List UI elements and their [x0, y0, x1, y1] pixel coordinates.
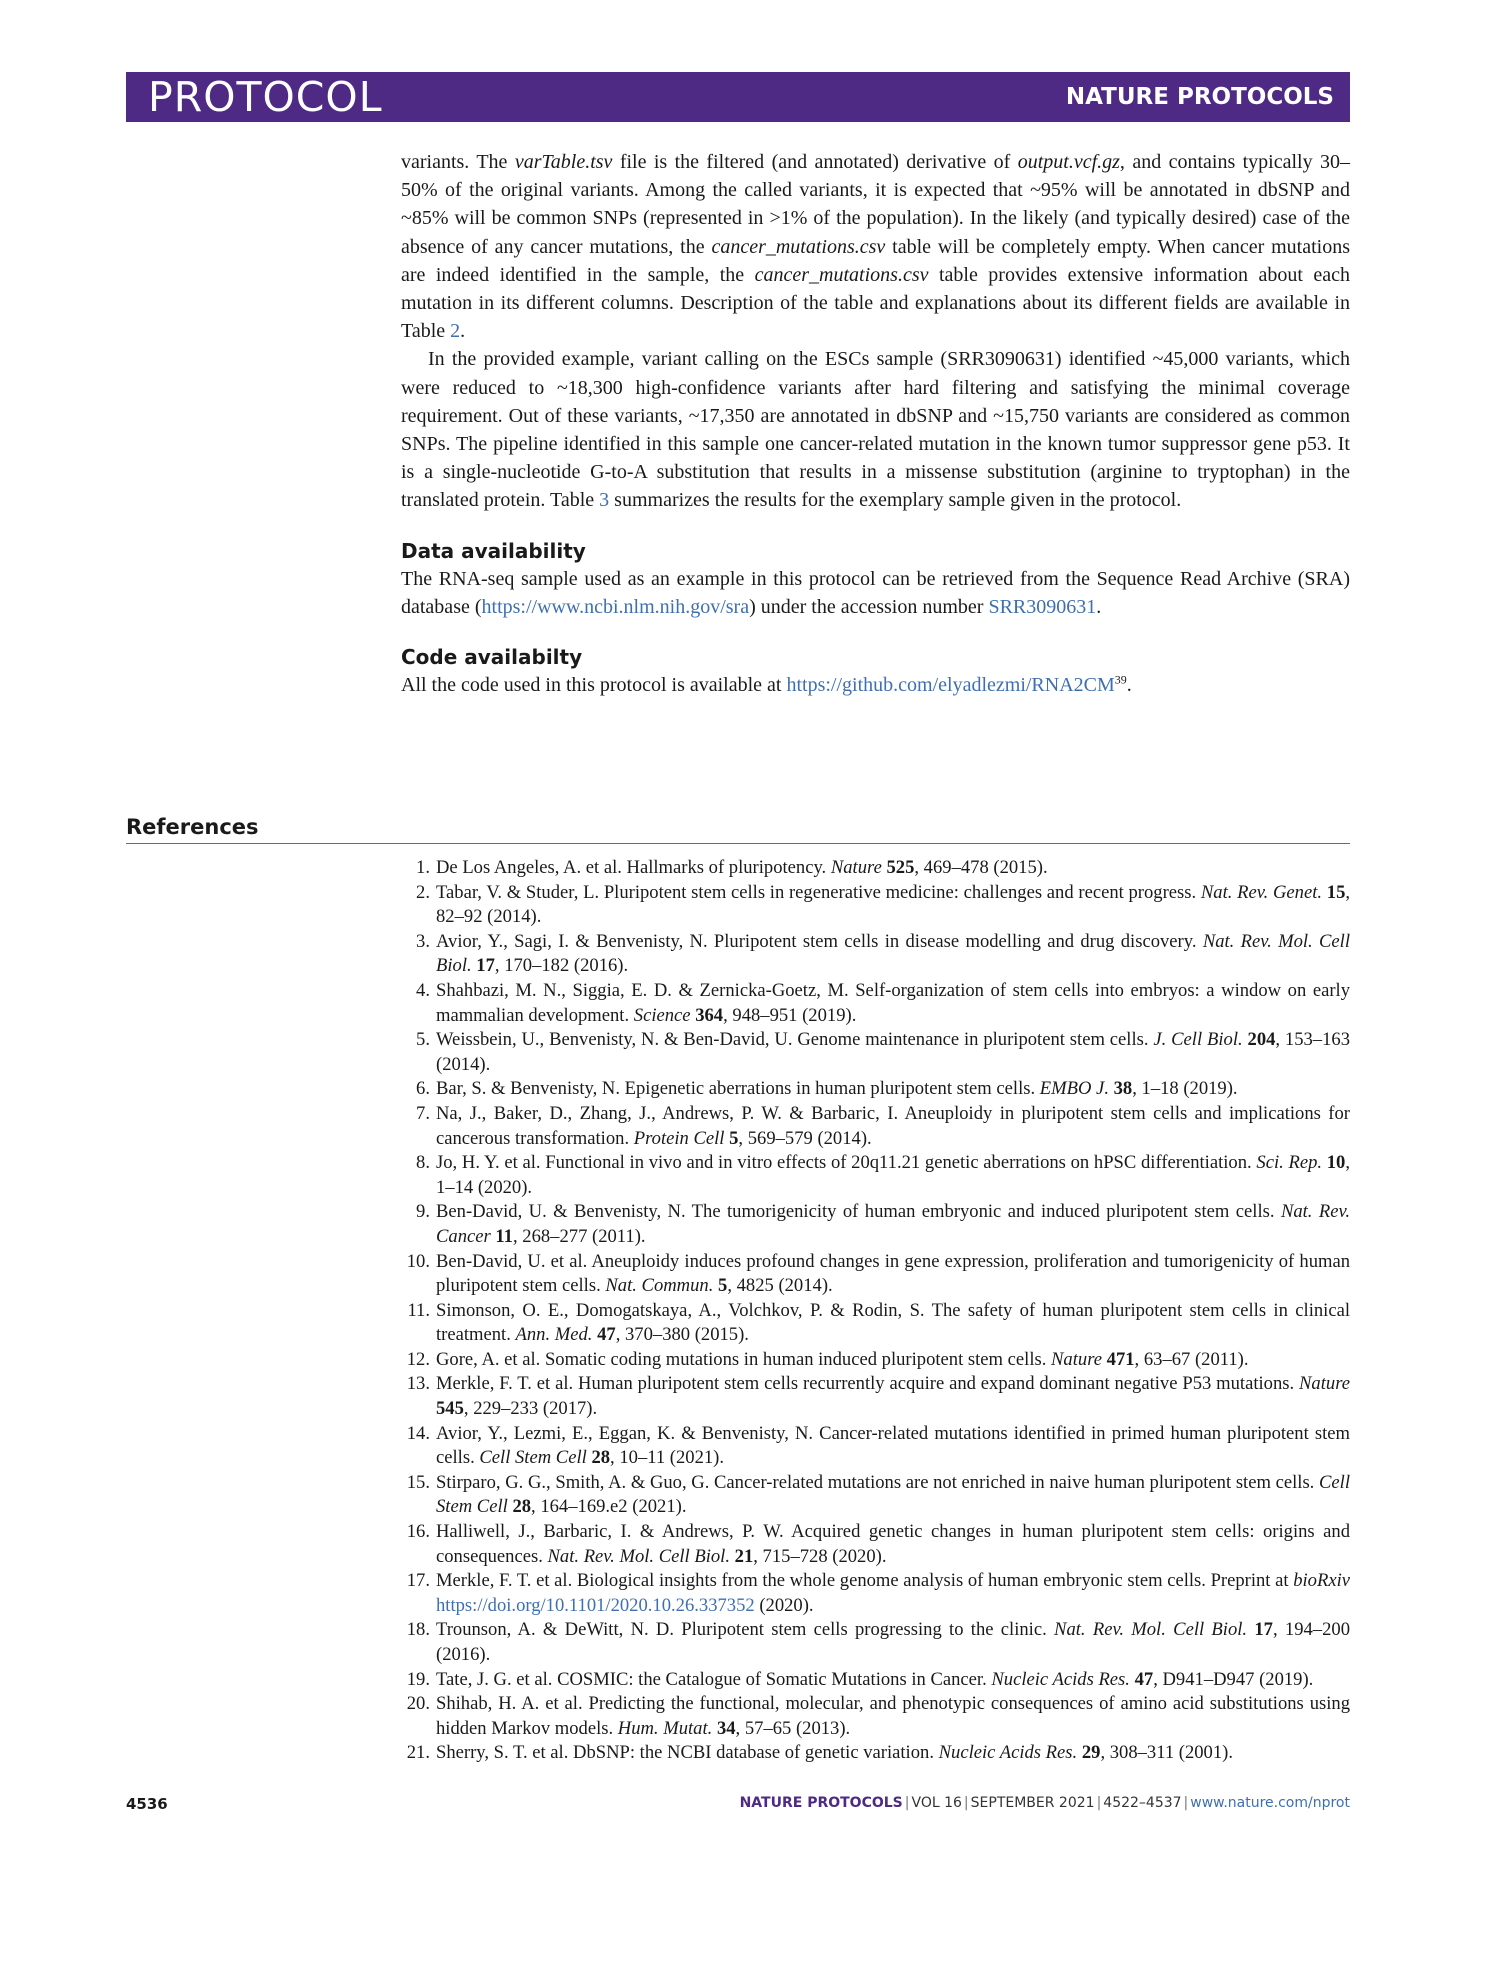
reference-item: 21. Sherry, S. T. et al. DbSNP: the NCBI database of genetic variation. Nucleic Acids Res. 29, 308–311 (2001). — [406, 1742, 1233, 1764]
reference-item: 1. De Los Angeles, A. et al. Hallmarks of pluripotency. Nature 525, 469–478 (2015). — [416, 857, 1048, 878]
footer-journal: NATURE PROTOCOLS — [739, 1795, 903, 1811]
code-availability-heading: Code availabilty — [401, 645, 583, 670]
paragraph-2: In the provided example, variant calling on the ESCs sample (SRR3090631) identified ~45,000 variants, which were reduced to ~18,300 high-confidence variants after hard filtering and satisfying the minimal coverage requirement. Out of these variants, ~17,350 are annotated in dbSNP and ~15,750 variants are considered as common SNPs. The pipeline identified in this sample one cancer-related mutation in the known tumor suppressor gene p53. It is a single-nucleotide G-to-A substitution that results in a missense substitution (arginine to tryptophan) in the translated protein. Table 3 summarizes the results for the exemplary sample given in the protocol. — [401, 348, 1350, 512]
reference-item: 18. Trounson, A. & DeWitt, N. D. Pluripotent stem cells progressing to the clinic. Nat. Rev. Mol. Cell Biol. 17, 194–200 (2016). — [406, 1619, 1350, 1665]
table-3-link[interactable]: 3 — [599, 489, 610, 512]
references-divider — [126, 843, 1350, 844]
sra-link[interactable]: https://www.ncbi.nlm.nih.gov/sra — [481, 595, 750, 618]
reference-item: 2. Tabar, V. & Studer, L. Pluripotent stem cells in regenerative medicine: challenges and recent progress. Nat. Rev. Genet. 15, 82–92 (2014). — [416, 881, 1351, 928]
reference-item: 5. Weissbein, U., Benvenisty, N. & Ben-David, U. Genome maintenance in pluripotent stem cells. J. Cell Biol. 204, 153–163 (2014). — [416, 1029, 1350, 1075]
doi-link[interactable]: https://doi.org/10.1101/2020.10.26.337352 — [436, 1594, 755, 1616]
table-2-link[interactable]: 2 — [450, 320, 461, 343]
main-text — [401, 148, 1350, 699]
accession-link[interactable]: SRR3090631 — [988, 595, 1097, 618]
footer-date: SEPTEMBER 2021 — [970, 1795, 1095, 1811]
citation-superscript: 39 — [1114, 672, 1127, 687]
reference-item: 3. Avior, Y., Sagi, I. & Benvenisty, N. Pluripotent stem cells in disease modelling and drug discovery. Nat. Rev. Mol. Cell Biol. 17, 170–182 (2016). — [416, 930, 1350, 977]
reference-item: 19. Tate, J. G. et al. COSMIC: the Catalogue of Somatic Mutations in Cancer. Nucleic Acids Res. 47, D941–D947 (2019). — [406, 1668, 1314, 1690]
reference-item: 13. Merkle, F. T. et al. Human pluripotent stem cells recurrently acquire and expand dominant negative P53 mutations. Nature 545, 229–233 (2017). — [406, 1373, 1350, 1420]
reference-item: 4. Shahbazi, M. N., Siggia, E. D. & Zernicka-Goetz, M. Self-organization of stem cells into embryos: a window on early mammalian development. Science 364, 948–951 (2019). — [416, 979, 1350, 1026]
section-label: PROTOCOL — [148, 73, 383, 121]
reference-item: 15. Stirparo, G. G., Smith, A. & Guo, G. Cancer-related mutations are not enriched in naive human pluripotent stem cells. Cell Stem Cell 28, 164–169.e2 (2021). — [406, 1471, 1350, 1518]
reference-item: 16. Halliwell, J., Barbaric, I. & Andrews, P. W. Acquired genetic changes in human pluripotent stem cells: origins and consequences. Nat. Rev. Mol. Cell Biol. 21, 715–728 (2020). — [406, 1521, 1350, 1567]
reference-item: 6. Bar, S. & Benvenisty, N. Epigenetic aberrations in human pluripotent stem cells. EMBO J. 38, 1–18 (2019). — [416, 1078, 1238, 1100]
data-availability-heading: Data availability — [401, 538, 586, 563]
reference-item: 11. Simonson, O. E., Domogatskaya, A., Volchkov, P. & Rodin, S. The safety of human pluripotent stem cells in clinical treatment. Ann. Med. 47, 370–380 (2015). — [407, 1299, 1350, 1346]
footer-citation: NATURE PROTOCOLS | VOL 16 | SEPTEMBER 2021 | 4522–4537 | www.nature.com/nprot — [739, 1795, 1350, 1811]
reference-item: 14. Avior, Y., Lezmi, E., Eggan, K. & Benvenisty, N. Cancer-related mutations identified in primed human pluripotent stem cells. Cell Stem Cell 28, 10–11 (2021). — [406, 1422, 1350, 1469]
page-number: 4536 — [126, 1795, 168, 1813]
footer-pages: 4522–4537 — [1103, 1795, 1182, 1811]
references-heading: References — [126, 815, 259, 839]
footer-volume: VOL 16 — [911, 1795, 962, 1811]
github-link[interactable]: https://github.com/elyadlezmi/RNA2CM — [786, 674, 1115, 697]
journal-name: NATURE PROTOCOLS — [1065, 84, 1334, 110]
paragraph-1: variants. The varTable.tsv file is the filtered (and annotated) derivative of output.vcf.gz, and contains typically 30–50% of the original variants. Among the called variants, it is expected that ~95% will be annotated in dbSNP and ~85% will be common SNPs (represented in >1% of the population). In the likely (and typically desired) case of the absence of any cancer mutations, the cancer_mutations.csv table will be completely empty. When cancer mutations are indeed identified in the sample, the cancer_mutations.csv table provides extensive information about each mutation in its different columns. Description of the table and explanations about its different fields are available in Table 2. — [401, 151, 1350, 343]
header-banner — [126, 72, 1350, 122]
reference-item: 20. Shihab, H. A. et al. Predicting the functional, molecular, and phenotypic consequences of amino acid substitutions using hidden Markov models. Hum. Mutat. 34, 57–65 (2013). — [406, 1693, 1350, 1739]
reference-item: 8. Jo, H. Y. et al. Functional in vivo and in vitro effects of 20q11.21 genetic aberrations on hPSC differentiation. Sci. Rep. 10, 1–14 (2020). — [416, 1152, 1350, 1198]
reference-item: 10. Ben-David, U. et al. Aneuploidy induces profound changes in gene expression, proliferation and tumorigenicity of human pluripotent stem cells. Nat. Commun. 5, 4825 (2014). — [406, 1250, 1350, 1297]
data-availability-text: The RNA-seq sample used as an example in this protocol can be retrieved from the Sequence Read Archive (SRA) database (https://www.ncbi.nlm.nih.gov/sra) under the accession number SRR3090631. — [401, 567, 1350, 618]
reference-item-17: 17. Merkle, F. T. et al. Biological insights from the whole genome analysis of human embryonic stem cells. Preprint at bioRxiv https://doi.org/10.1101/2020.10.26.337352 (2020). — [406, 1570, 1350, 1616]
reference-item: 9. Ben-David, U. & Benvenisty, N. The tumorigenicity of human embryonic and induced pluripotent stem cells. Nat. Rev. Cancer 11, 268–277 (2011). — [416, 1201, 1350, 1247]
references-list — [401, 856, 1350, 1766]
code-availability-text: All the code used in this protocol is available at https://github.com/elyadlezmi/RNA2CM$^{39}$. — [401, 672, 1132, 697]
reference-item: 12. Gore, A. et al. Somatic coding mutations in human induced pluripotent stem cells. Nature 471, 63–67 (2011). — [406, 1348, 1249, 1370]
footer-url[interactable]: www.nature.com/nprot — [1190, 1795, 1350, 1811]
code-availability-section — [401, 643, 1350, 699]
data-availability-section — [401, 537, 1350, 621]
reference-item: 7. Na, J., Baker, D., Zhang, J., Andrews, P. W. & Barbaric, I. Aneuploidy in pluripotent stem cells and implications for cancerous transformation. Protein Cell 5, 569–579 (2014). — [416, 1102, 1350, 1149]
